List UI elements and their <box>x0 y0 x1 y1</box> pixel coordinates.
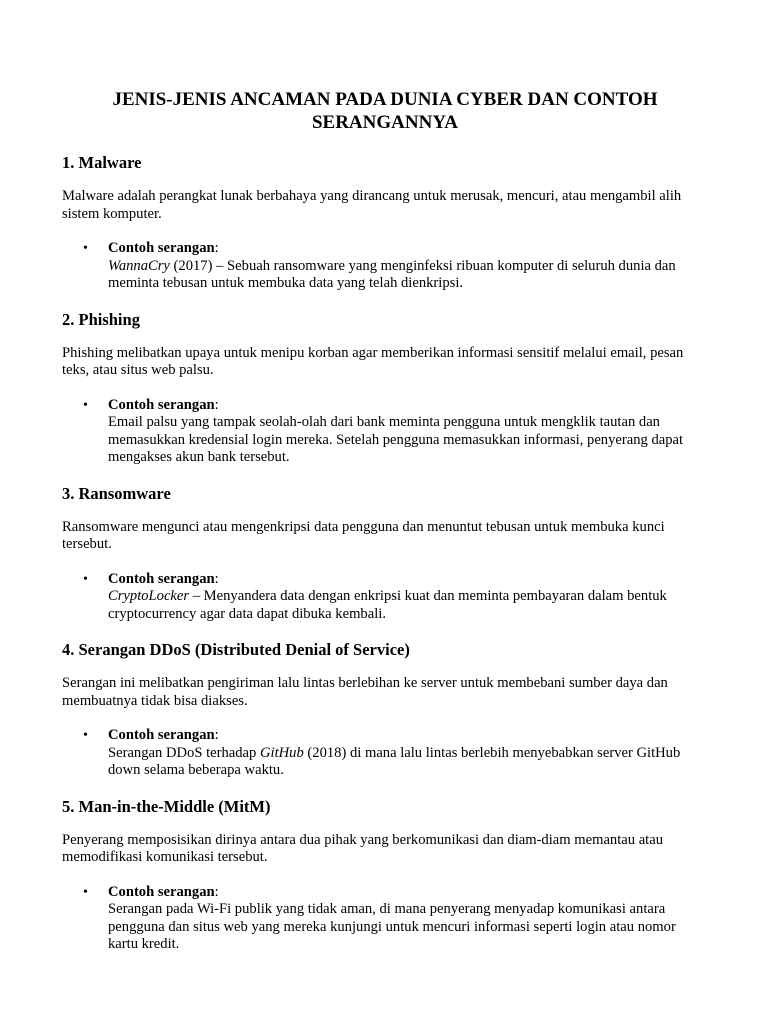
section-ddos <box>62 640 708 780</box>
section-heading: 5. Man-in-the-Middle (MitM) <box>62 796 271 816</box>
example-text: (2017) – Sebuah ransomware yang menginfeksi ribuan komputer di seluruh dunia dan meminta tebusan untuk membuka data yang telah dienkripsi. <box>108 257 676 291</box>
example-colon: : <box>214 727 219 743</box>
section-mitm <box>62 797 708 954</box>
example-label: Contoh serangan <box>108 727 215 743</box>
example-text: (2018) di mana lalu lintas berlebih menyebabkan server GitHub down selama beberapa waktu. <box>108 744 681 778</box>
example-name: WannaCry <box>108 257 170 274</box>
section-description: Phishing melibatkan upaya untuk menipu korban agar memberikan informasi sensitif melalui email, pesan teks, atau situs web palsu. <box>62 344 684 378</box>
example-colon: : <box>214 396 219 413</box>
example-text: – Menyandera data dengan enkripsi kuat dan meminta pembayaran dalam bentuk cryptocurrency agar data dapat dibuka kembali. <box>108 588 667 622</box>
example-name: CryptoLocker <box>108 588 190 604</box>
example-item <box>62 397 708 467</box>
bullet-icon: • <box>83 728 88 743</box>
bullet-icon: • <box>83 884 88 900</box>
example-colon: : <box>214 240 219 256</box>
section-ransomware <box>62 484 708 624</box>
section-heading: 3. Ransomware <box>62 483 171 503</box>
document-title: JENIS-JENIS ANCAMAN PADA DUNIA CYBER DAN CONTOH SERANGANNYA <box>112 89 658 133</box>
example-colon: : <box>214 570 219 587</box>
example-item <box>62 240 708 293</box>
example-label: Contoh serangan <box>108 570 215 587</box>
section-description: Serangan ini melibatkan pengiriman lalu lintas berlebihan ke server untuk membebani sumber daya dan membuatnya tidak bisa diakses. <box>62 675 668 709</box>
example-label: Contoh serangan <box>108 240 215 256</box>
document-page <box>62 88 708 971</box>
section-description: Malware adalah perangkat lunak berbahaya yang dirancang untuk merusak, mencuri, atau mengambil alih sistem komputer. <box>62 188 682 222</box>
example-item <box>62 884 708 954</box>
section-malware <box>62 153 708 293</box>
example-text: Email palsu yang tampak seolah-olah dari bank meminta pengguna untuk mengklik tautan dan memasukkan kredensial login mereka. Setelah pengguna memasukkan informasi, penyerang dapat mengakses akun bank tersebut. <box>108 414 684 465</box>
example-colon: : <box>214 883 219 900</box>
example-item <box>62 571 708 624</box>
bullet-icon: • <box>83 571 88 587</box>
section-description: Ransomware mengunci atau mengenkripsi data pengguna dan menuntut tebusan untuk membuka kunci tersebut. <box>62 518 665 552</box>
example-label: Contoh serangan <box>108 396 215 413</box>
section-description: Penyerang memposisikan dirinya antara dua pihak yang berkomunikasi dan diam-diam memantau atau memodifikasi komunikasi tersebut. <box>62 831 664 865</box>
section-heading: 4. Serangan DDoS (Distributed Denial of Service) <box>62 640 410 659</box>
example-text-pre: Serangan DDoS terhadap <box>108 744 260 761</box>
example-name: GitHub <box>259 744 304 761</box>
section-phishing <box>62 310 708 467</box>
section-heading: 1. Malware <box>62 153 142 172</box>
bullet-icon: • <box>83 397 88 413</box>
example-text: Serangan pada Wi-Fi publik yang tidak aman, di mana penyerang menyadap komunikasi antara pengguna dan situs web yang mereka kunjungi untuk mencuri informasi seperti login atau nomor kartu kredit. <box>108 901 676 952</box>
bullet-icon: • <box>83 241 88 256</box>
example-label: Contoh serangan <box>108 883 215 900</box>
example-item <box>62 727 708 780</box>
section-heading: 2. Phishing <box>62 309 140 329</box>
